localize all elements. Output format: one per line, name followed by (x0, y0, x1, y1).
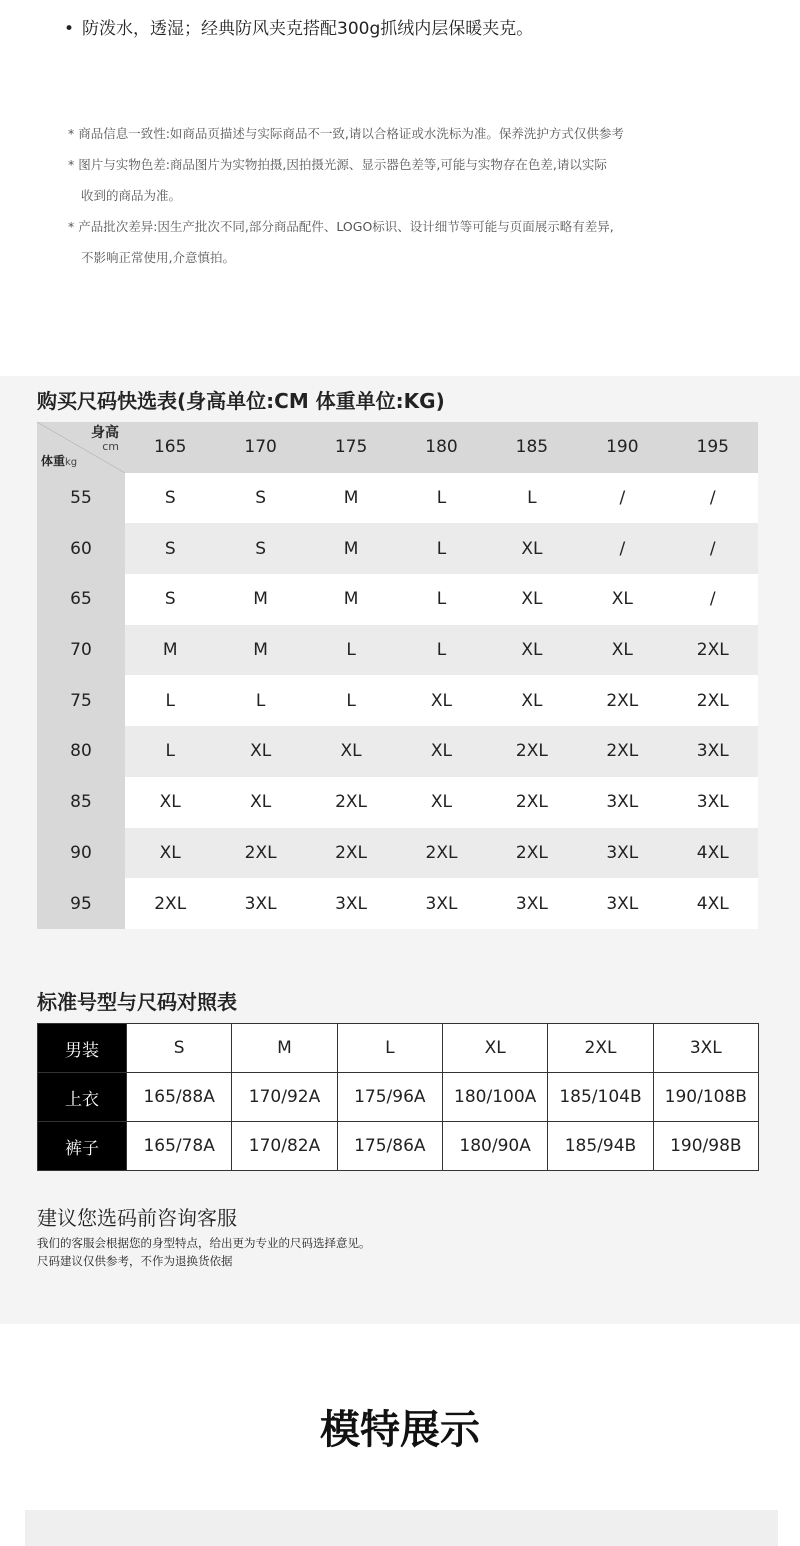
feature-line (64, 14, 533, 39)
spec-cell: L (337, 1024, 442, 1073)
size-cell: / (668, 574, 758, 625)
note-line: 收到的商品为准。 (81, 188, 182, 203)
spec-cell: 170/92A (232, 1073, 337, 1122)
size-cell: 2XL (487, 828, 577, 879)
size-cell: 2XL (668, 625, 758, 676)
size-cell: 3XL (668, 726, 758, 777)
note-line: * 图片与实物色差:商品图片为实物拍摄,因拍摄光源、显示器色差等,可能与实物存在色差,请以实际 (68, 157, 607, 172)
height-label: 身高 cm (91, 425, 119, 453)
size-cell: XL (487, 574, 577, 625)
corner-cell (37, 422, 125, 473)
table-row (38, 1024, 759, 1073)
size-cell: L (306, 625, 396, 676)
spec-cell: 2XL (548, 1024, 653, 1073)
weight-header-cell: 60 (37, 523, 125, 574)
size-cell: M (306, 523, 396, 574)
height-header-cell: 180 (396, 422, 486, 473)
size-cell: L (396, 473, 486, 524)
size-cell: M (306, 473, 396, 524)
advice-text (37, 1234, 371, 1270)
size-cell: / (668, 523, 758, 574)
weight-label: 体重kg (41, 453, 78, 468)
size-cell: 2XL (487, 726, 577, 777)
size-cell: L (215, 675, 305, 726)
spec-cell: 190/98B (653, 1122, 758, 1171)
size-cell: M (306, 574, 396, 625)
height-header-cell: 175 (306, 422, 396, 473)
model-section-title: 模特展示 (320, 1407, 480, 1453)
size-cell: 2XL (215, 828, 305, 879)
size-cell: M (125, 625, 215, 676)
spec-cell: 180/90A (442, 1122, 547, 1171)
size-cell: M (215, 574, 305, 625)
size-cell: L (396, 574, 486, 625)
note-line: 不影响正常使用,介意慎拍。 (81, 250, 235, 265)
size-cell: 3XL (668, 777, 758, 828)
weight-header-cell: 70 (37, 625, 125, 676)
size-cell: XL (125, 828, 215, 879)
note-line: * 商品信息一致性:如商品页描述与实际商品不一致,请以合格证或水洗标为准。保养洗护方式仅供参考 (68, 126, 624, 141)
weight-header-cell: 95 (37, 878, 125, 929)
spec-cell: 3XL (653, 1024, 758, 1073)
weight-header-cell: 65 (37, 574, 125, 625)
table-row (37, 828, 758, 879)
spec-cell: 190/108B (653, 1073, 758, 1122)
height-header-cell: 195 (668, 422, 758, 473)
table-row (37, 675, 758, 726)
size-cell: M (215, 625, 305, 676)
advice-line: 尺码建议仅供参考，不作为退换货依据 (37, 1254, 233, 1268)
note-line: * 产品批次差异:因生产批次不同,部分商品配件、LOGO标识、设计细节等可能与页面展示略有差异, (68, 219, 614, 234)
table-row (37, 726, 758, 777)
spec-cell: S (127, 1024, 232, 1073)
size-cell: 2XL (577, 726, 667, 777)
size-cell: 2XL (668, 675, 758, 726)
weight-header-cell: 80 (37, 726, 125, 777)
size-cell: 3XL (577, 828, 667, 879)
size-cell: XL (306, 726, 396, 777)
model-image-placeholder (25, 1510, 778, 1546)
table-row (37, 777, 758, 828)
feature-text: 防泼水，透湿；经典防风夹克搭配300g抓绒内层保暖夹克。 (82, 19, 534, 39)
product-notes (68, 118, 758, 273)
height-header-cell: 170 (215, 422, 305, 473)
table-header-row (37, 422, 758, 473)
size-cell: S (125, 473, 215, 524)
height-header-cell: 165 (125, 422, 215, 473)
size-cell: 2XL (306, 828, 396, 879)
spec-cell: 165/78A (127, 1122, 232, 1171)
weight-header-cell: 75 (37, 675, 125, 726)
size-cell: 4XL (668, 828, 758, 879)
table-row (37, 473, 758, 524)
bullet-icon: • (64, 19, 75, 39)
size-cell: S (125, 574, 215, 625)
size-cell: / (668, 473, 758, 524)
size-cell: XL (396, 777, 486, 828)
size-cell: / (577, 473, 667, 524)
row-label-cell: 上衣 (38, 1073, 127, 1122)
size-cell: L (396, 625, 486, 676)
table-row (37, 878, 758, 929)
size-cell: XL (396, 675, 486, 726)
size-cell: 3XL (396, 878, 486, 929)
standard-chart-title: 标准号型与尺码对照表 (37, 990, 237, 1014)
table-row (37, 574, 758, 625)
table-row (38, 1073, 759, 1122)
size-cell: XL (487, 625, 577, 676)
row-label-cell: 男装 (38, 1024, 127, 1073)
height-header-cell: 190 (577, 422, 667, 473)
size-cell: S (215, 473, 305, 524)
size-cell: 3XL (577, 878, 667, 929)
size-cell: XL (125, 777, 215, 828)
spec-cell: 175/86A (337, 1122, 442, 1171)
size-cell: XL (215, 726, 305, 777)
advice-title: 建议您选码前咨询客服 (37, 1206, 237, 1230)
table-row (37, 523, 758, 574)
standard-size-table (37, 1023, 759, 1171)
weight-header-cell: 85 (37, 777, 125, 828)
size-cell: / (577, 523, 667, 574)
quick-chart-title: 购买尺码快选表(身高单位:CM 体重单位:KG) (37, 389, 445, 413)
size-cell: XL (487, 523, 577, 574)
size-cell: 2XL (306, 777, 396, 828)
spec-cell: 185/104B (548, 1073, 653, 1122)
size-cell: S (215, 523, 305, 574)
size-cell: XL (577, 574, 667, 625)
size-cell: 3XL (306, 878, 396, 929)
quick-size-table (37, 422, 758, 929)
height-header-cell: 185 (487, 422, 577, 473)
row-label-cell: 裤子 (38, 1122, 127, 1171)
size-cell: L (125, 726, 215, 777)
size-cell: 3XL (577, 777, 667, 828)
size-cell: 2XL (577, 675, 667, 726)
size-cell: XL (396, 726, 486, 777)
spec-cell: 185/94B (548, 1122, 653, 1171)
spec-cell: 165/88A (127, 1073, 232, 1122)
size-cell: L (306, 675, 396, 726)
weight-header-cell: 55 (37, 473, 125, 524)
table-row (37, 625, 758, 676)
size-cell: L (396, 523, 486, 574)
size-cell: 2XL (396, 828, 486, 879)
size-cell: XL (215, 777, 305, 828)
size-cell: XL (577, 625, 667, 676)
size-cell: S (125, 523, 215, 574)
spec-cell: 175/96A (337, 1073, 442, 1122)
size-cell: 3XL (487, 878, 577, 929)
size-cell: 2XL (487, 777, 577, 828)
table-row (38, 1122, 759, 1171)
size-cell: L (125, 675, 215, 726)
spec-cell: XL (442, 1024, 547, 1073)
size-cell: 2XL (125, 878, 215, 929)
spec-cell: 170/82A (232, 1122, 337, 1171)
advice-line: 我们的客服会根据您的身型特点，给出更为专业的尺码选择意见。 (37, 1236, 371, 1250)
spec-cell: 180/100A (442, 1073, 547, 1122)
size-cell: XL (487, 675, 577, 726)
size-cell: 4XL (668, 878, 758, 929)
weight-header-cell: 90 (37, 828, 125, 879)
size-cell: L (487, 473, 577, 524)
spec-cell: M (232, 1024, 337, 1073)
size-cell: 3XL (215, 878, 305, 929)
